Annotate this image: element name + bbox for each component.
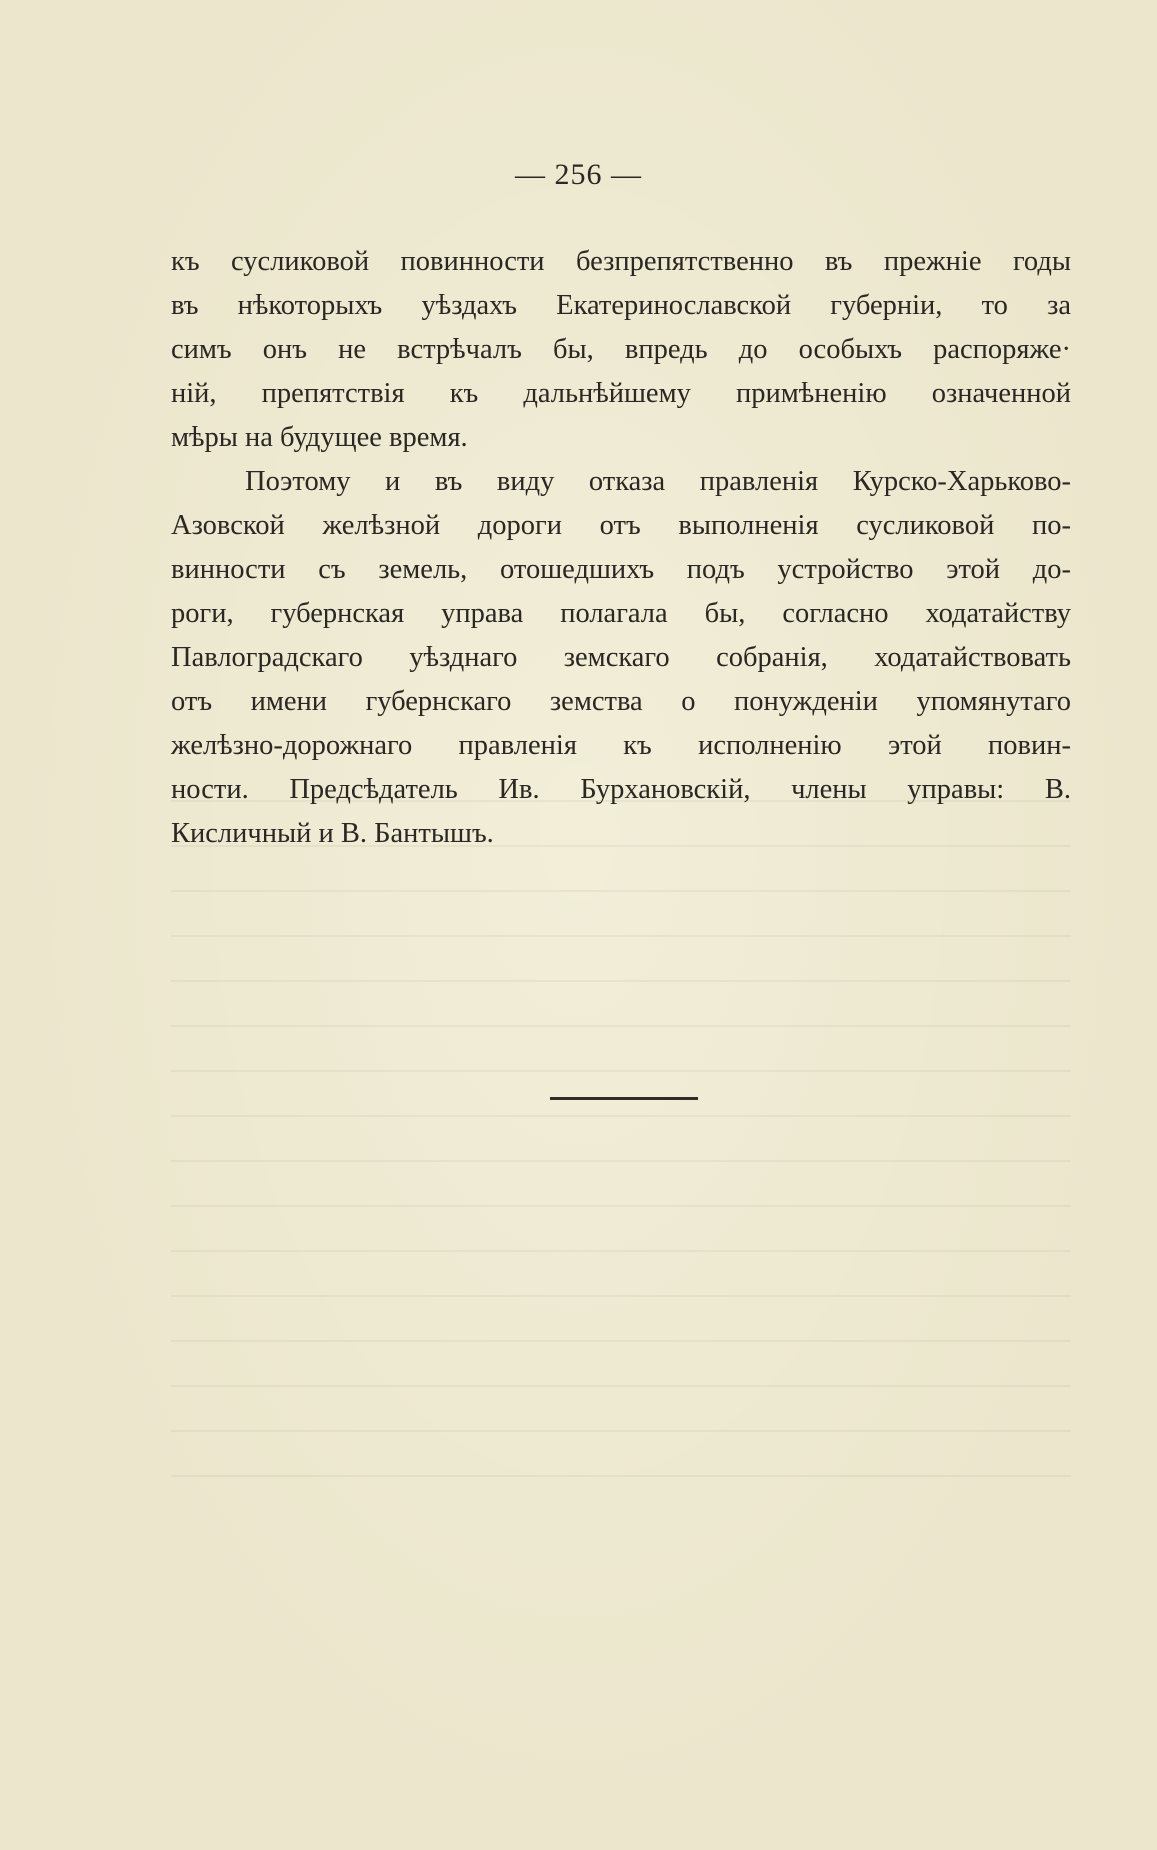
text-line: роги, губернская управа полагала бы, согласно ходатайству	[171, 598, 1071, 629]
page-number: — 256 —	[515, 158, 642, 191]
text-line: Павлоградскаго уѣзднаго земскаго собранія, ходатайствовать	[171, 642, 1071, 673]
text-line: къ сусликовой повинности безпрепятственно въ прежніе годы	[171, 246, 1071, 277]
text-line: ній, препятствія къ дальнѣйшему примѣненію означенной	[171, 378, 1071, 409]
text-line: отъ имени губернскаго земства о понужденіи упомянутаго	[171, 686, 1071, 717]
paragraph-2	[171, 460, 1071, 856]
text-line: мѣры на будущее время.	[171, 422, 468, 453]
text-line: Поэтому и въ виду отказа правленія Курско-Харьково-	[245, 466, 1071, 497]
text-line: Кисличный и В. Бантышъ.	[171, 818, 494, 849]
paragraph-1	[171, 240, 1071, 460]
text-line: въ нѣкоторыхъ уѣздахъ Екатеринославской губерніи, то за	[171, 290, 1071, 321]
text-line: винности съ земель, отошедшихъ подъ устройство этой до-	[171, 554, 1071, 585]
text-line: ности. Предсѣдатель Ив. Бурхановскій, члены управы: В.	[171, 774, 1071, 805]
text-line: симъ онъ не встрѣчалъ бы, впредь до особыхъ распоряже·	[171, 334, 1071, 365]
show-through-texture	[171, 800, 1071, 1500]
section-divider	[550, 1097, 698, 1100]
text-line: желѣзно-дорожнаго правленія къ исполненію этой повин-	[171, 730, 1071, 761]
body-text	[171, 240, 1071, 856]
text-line: Азовской желѣзной дороги отъ выполненія сусликовой по-	[171, 510, 1071, 541]
